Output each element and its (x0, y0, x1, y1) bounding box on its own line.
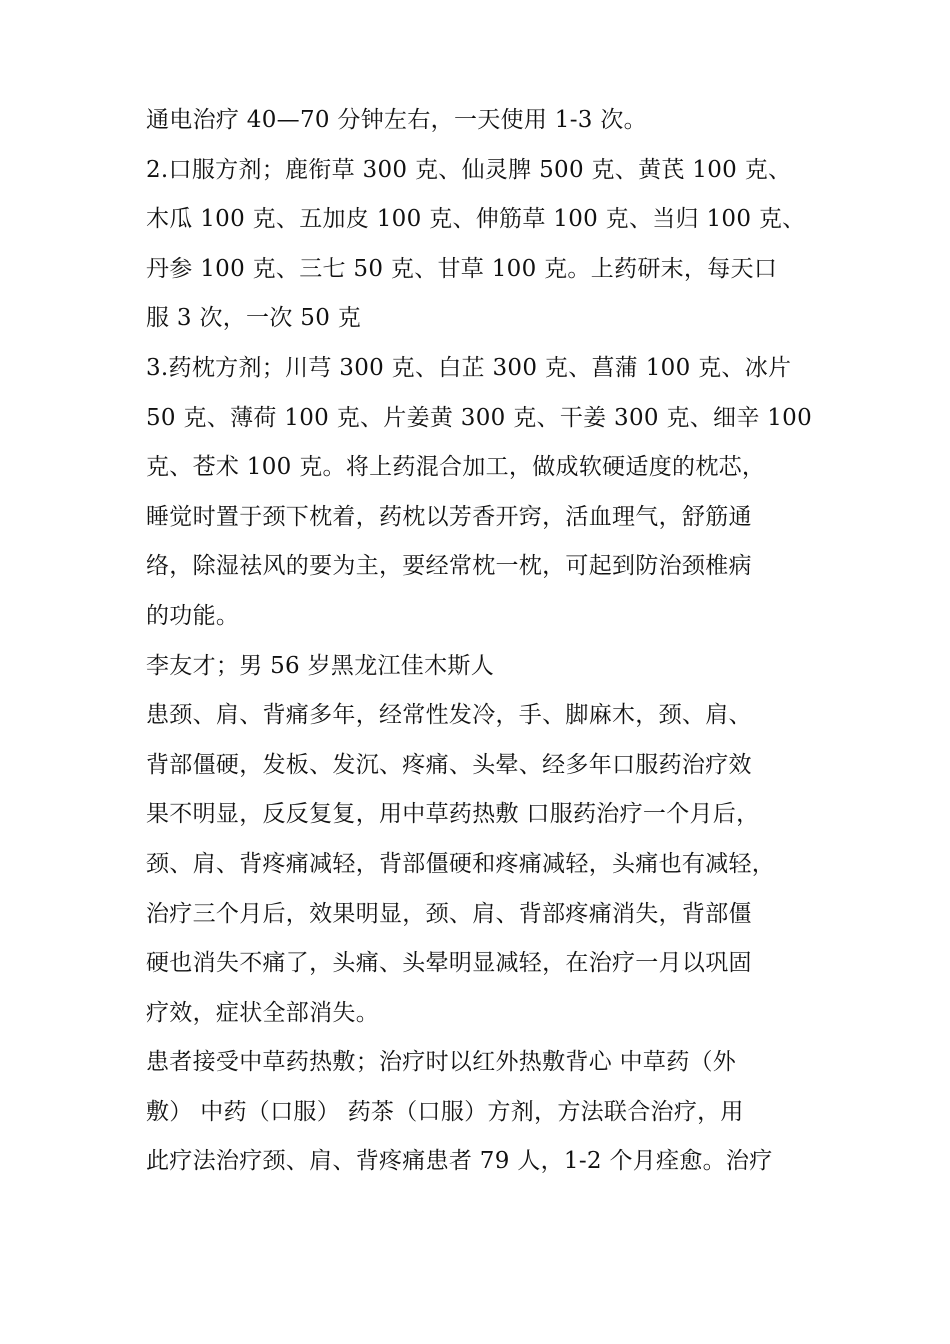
text-line: 2.口服方剂；鹿衔草 300 克、仙灵脾 500 克、黄芪 100 克、 (146, 156, 792, 183)
text-line: 硬也消失不痛了，头痛、头晕明显减轻，在治疗一月以巩固 (146, 950, 752, 977)
text-line: 疗效，症状全部消失。 (146, 999, 379, 1026)
text-line: 克、苍术 100 克。将上药混合加工，做成软硬适度的枕芯， (146, 454, 766, 481)
text-line: 睡觉时置于颈下枕着，药枕以芳香开窍，活血理气，舒筋通 (146, 503, 752, 530)
text-line: 背部僵硬，发板、发沉、疼痛、头晕、经多年口服药治疗效 (146, 751, 752, 778)
document-body (146, 96, 816, 1187)
text-line: 果不明显，反反复复，用中草药热敷 口服药治疗一个月后， (146, 801, 760, 828)
text-line: 服 3 次，一次 50 克 (146, 305, 362, 332)
text-line: 木瓜 100 克、五加皮 100 克、伸筋草 100 克、当归 100 克、 (146, 206, 806, 233)
text-line: 患颈、肩、背痛多年，经常性发冷，手、脚麻木，颈、肩、 (146, 702, 752, 729)
text-line: 此疗法治疗颈、肩、背疼痛患者 79 人，1-2 个月痊愈。治疗 (146, 1148, 773, 1175)
text-line: 敷） 中药（口服） 药茶（口服）方剂，方法联合治疗，用 (146, 1098, 744, 1125)
text-line: 丹参 100 克、三七 50 克、甘草 100 克。上药研末，每天口 (146, 255, 778, 282)
patient-heading: 李友才；男 56 岁黑龙江佳木斯人 (146, 652, 494, 679)
text-line: 络，除湿祛风的要为主，要经常枕一枕，可起到防治颈椎病 (146, 553, 752, 580)
text-line: 颈、肩、背疼痛减轻，背部僵硬和疼痛减轻，头痛也有减轻， (146, 850, 776, 877)
text-line: 治疗三个月后，效果明显，颈、肩、背部疼痛消失，背部僵 (146, 900, 752, 927)
text-line: 患者接受中草药热敷；治疗时以红外热敷背心 中草药（外 (146, 1049, 737, 1076)
text-line: 的功能。 (146, 602, 240, 629)
text-line: 通电治疗 40—70 分钟左右，一天使用 1-3 次。 (146, 107, 647, 133)
text-line: 50 克、薄荷 100 克、片姜黄 300 克、干姜 300 克、细辛 100 (146, 404, 813, 431)
text-line: 3.药枕方剂；川芎 300 克、白芷 300 克、菖蒲 100 克、冰片 (146, 354, 792, 381)
